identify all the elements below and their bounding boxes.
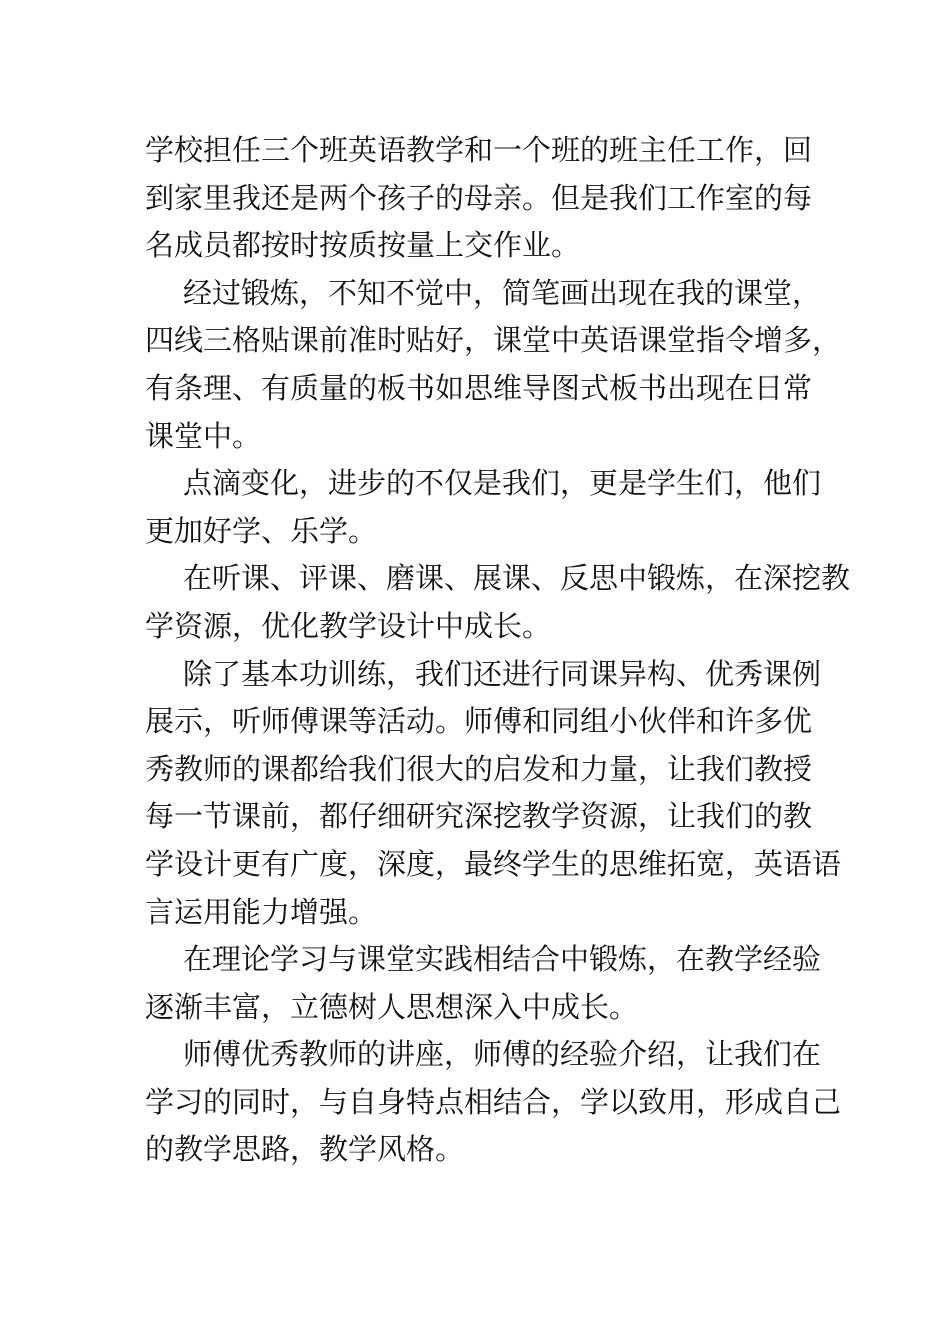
text-line: 更加好学、乐学。 bbox=[145, 513, 378, 548]
paragraph bbox=[145, 270, 842, 460]
text-line: 名成员都按时按质按量上交作业。 bbox=[145, 228, 581, 263]
paragraph bbox=[145, 1031, 842, 1174]
text-line: 学资源，优化教学设计中成长。 bbox=[145, 608, 552, 643]
text-line: 经过锻炼，不知不觉中，简笔画出现在我的课堂， bbox=[183, 275, 822, 310]
text-line: 到家里我还是两个孩子的母亲。但是我们工作室的每 bbox=[145, 180, 813, 215]
text-line: 学习的同时，与自身特点相结合，学以致用，形成自己 bbox=[145, 1084, 842, 1119]
text-line: 在理论学习与课堂实践相结合中锻炼，在教学经验 bbox=[183, 942, 822, 977]
text-line: 除了基本功训练，我们还进行同课异构、优秀课例 bbox=[183, 656, 822, 691]
text-line: 逐渐丰富，立德树人思想深入中成长。 bbox=[145, 989, 639, 1024]
text-line: 的教学思路，教学风格。 bbox=[145, 1132, 465, 1167]
text-line: 每一节课前，都仔细研究深挖教学资源，让我们的教 bbox=[145, 799, 813, 834]
paragraph bbox=[145, 651, 842, 937]
text-line: 秀教师的课都给我们很大的启发和力量，让我们教授 bbox=[145, 751, 813, 786]
text-line: 学设计更有广度，深度，最终学生的思维拓宽，英语语 bbox=[145, 846, 842, 881]
text-line: 有条理、有质量的板书如思维导图式板书出现在日常 bbox=[145, 370, 813, 405]
paragraph bbox=[145, 555, 851, 650]
text-line: 展示，听师傅课等活动。师傅和同组小伙伴和许多优 bbox=[145, 704, 813, 739]
paragraph bbox=[145, 127, 811, 270]
paragraph bbox=[145, 460, 822, 555]
text-line: 学校担任三个班英语教学和一个班的班主任工作，回 bbox=[145, 133, 813, 167]
paragraph bbox=[145, 936, 822, 1031]
text-line: 四线三格贴课前准时贴好，课堂中英语课堂指令增多， bbox=[145, 323, 842, 358]
document-body bbox=[145, 127, 851, 1174]
text-line: 师傅优秀教师的讲座，师傅的经验介绍，让我们在 bbox=[183, 1037, 822, 1072]
text-line: 言运用能力增强。 bbox=[145, 894, 378, 929]
text-line: 在听课、评课、磨课、展课、反思中锻炼，在深挖教 bbox=[183, 561, 851, 596]
text-line: 点滴变化，进步的不仅是我们，更是学生们，他们 bbox=[183, 466, 822, 501]
text-line: 课堂中。 bbox=[145, 418, 262, 453]
